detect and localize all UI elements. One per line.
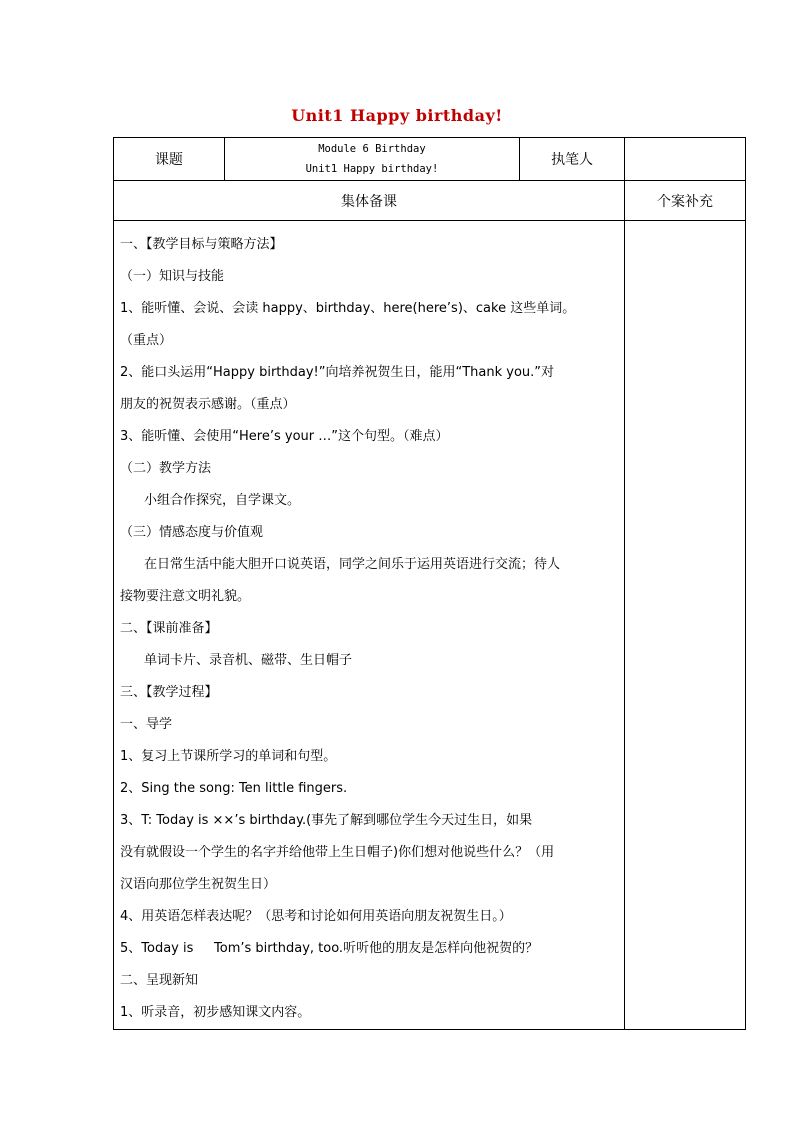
line-guide-5: 5、Today is Tom’s birthday, too.听听他的朋友是怎样向他祝贺的？: [120, 941, 539, 956]
line-guide-3-cont: 没有就假设一个学生的名字并给他带上生日帽子)你们想对他说些什么？（用: [120, 845, 555, 860]
individual-header-cell: [625, 181, 746, 221]
author-value-cell: [625, 138, 746, 181]
line-guide-4: 4、用英语怎样表达呢？（思考和讨论如何用英语向朋友祝贺生日。）: [120, 909, 512, 924]
collective-content-cell: [114, 221, 625, 1030]
line-values-heading: （三）情感态度与价值观: [120, 525, 264, 540]
line-goal-2-cont: 朋友的祝贺表示感谢。（重点）: [120, 397, 296, 412]
line-process-heading: 三、【教学过程】: [120, 685, 218, 700]
course-title-line2: Unit1 Happy birthday!: [305, 163, 439, 175]
line-goal-2: 2、能口头运用“Happy birthday!”向培养祝贺生日，能用“Thank you.”对: [120, 365, 555, 380]
author-label: 执笔人: [551, 152, 594, 168]
line-methods-heading: （二）教学方法: [120, 461, 212, 476]
line-prep: 单词卡片、录音机、磁带、生日帽子: [144, 653, 353, 668]
collective-header-cell: [114, 181, 625, 221]
course-label-cell: [114, 138, 225, 181]
page-title: Unit1 Happy birthday!: [291, 106, 503, 125]
author-label-cell: [520, 138, 625, 181]
line-knowledge-heading: （一）知识与技能: [120, 269, 225, 284]
line-present-1: 1、听录音，初步感知课文内容。: [120, 1005, 311, 1020]
line-guide-2: 2、Sing the song: Ten little fingers.: [120, 781, 348, 796]
line-values: 在日常生活中能大胆开口说英语，同学之间乐于运用英语进行交流；待人: [144, 557, 561, 572]
line-goal-1-note: （重点）: [120, 333, 173, 348]
line-guide-heading: 一、导学: [120, 717, 173, 732]
course-title-cell: [224, 138, 519, 181]
course-title-line1: Module 6 Birthday: [318, 143, 426, 155]
line-prep-heading: 二、【课前准备】: [120, 621, 218, 636]
lesson-plan-table: [113, 137, 746, 1030]
course-label: 课题: [154, 152, 183, 168]
line-guide-1: 1、复习上节课所学习的单词和句型。: [120, 749, 337, 764]
section-header-row: [114, 181, 746, 221]
individual-header: 个案补充: [657, 193, 714, 210]
body-row: [114, 221, 746, 1030]
line-goal-1: 1、能听懂、会说、会读 happy、birthday、here(here’s)、cake 这些单词。: [120, 301, 576, 316]
line-goals-heading: 一、【教学目标与策略方法】: [120, 237, 283, 252]
line-values-cont: 接物要注意文明礼貌。: [120, 589, 251, 604]
line-guide-3: 3、T: Today is ××’s birthday.(事先了解到哪位学生今天过生日，如果: [120, 813, 533, 828]
individual-content-cell: [625, 221, 746, 1030]
line-guide-3-cont2: 汉语向那位学生祝贺生日）: [120, 877, 277, 892]
line-methods: 小组合作探究，自学课文。: [144, 493, 301, 508]
collective-header: 集体备课: [341, 193, 398, 210]
line-present-heading: 二、呈现新知: [120, 973, 199, 988]
line-goal-3: 3、能听懂、会使用“Here’s your …”这个句型。（难点）: [120, 429, 449, 444]
header-row: [114, 138, 746, 181]
